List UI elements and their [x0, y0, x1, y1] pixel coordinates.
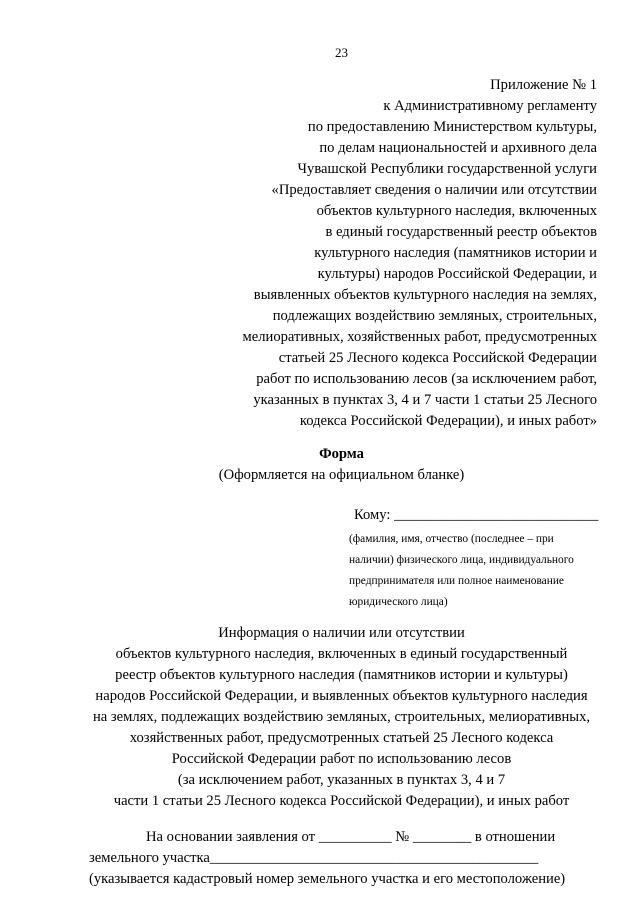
info-title-line: Российской Федерации работ по использованию лесов — [171, 751, 512, 767]
recipient-note-text: наличии) физического лица, индивидуального — [349, 554, 574, 566]
body-line: (указывается кадастровый номер земельного участка и его местоположение) — [89, 871, 566, 887]
appendix-line: статьей 25 Лесного кодекса Российской Федерации — [278, 350, 597, 366]
info-title-line: (за исключением работ, указанных в пунктах 3, 4 и 7 — [177, 772, 506, 788]
info-title-line: реестр объектов культурного наследия (памятников истории и культуры) — [115, 667, 568, 683]
recipient-note-text: предпринимателя или полное наименование — [349, 575, 564, 587]
appendix-line: кодекса Российской Федерации), и иных работ» — [299, 413, 597, 429]
appendix-line: объектов культурного наследия, включенных — [316, 203, 597, 219]
appendix-line: по делам национальностей и архивного дела — [319, 140, 597, 156]
recipient-note-line: юридического лица) — [349, 596, 448, 608]
appendix-line: культурного наследия (памятников истории и — [314, 245, 597, 261]
recipient-label: Кому: ____________________________ — [354, 507, 599, 523]
recipient-note-line — [349, 574, 596, 589]
appendix-line: к Административному регламенту — [383, 98, 597, 114]
appendix-line: Приложение № 1 — [490, 77, 597, 93]
appendix-line: по предоставлению Министерством культуры, — [307, 119, 597, 135]
info-title-line: Информация о наличии или отсутствии — [218, 625, 465, 641]
appendix-line: выявленных объектов культурного наследия на землях, — [253, 287, 597, 303]
recipient-note-line — [349, 553, 596, 568]
appendix-line: Чувашской Республики государственной услуги — [297, 161, 597, 177]
appendix-line: указанных в пунктах 3, 4 и 7 части 1 статьи 25 Лесного — [253, 392, 597, 408]
body-line: На основании заявления от __________ № ________ в отношении — [146, 829, 556, 845]
info-title-line: хозяйственных работ, предусмотренных статьей 25 Лесного кодекса — [129, 730, 554, 746]
appendix-line: в единый государственный реестр объектов — [325, 224, 597, 240]
recipient-note-text: (фамилия, имя, отчество (последнее – при — [349, 533, 554, 545]
body-line: земельного участка_____________________________________________ — [89, 850, 539, 866]
info-title-line: народов Российской Федерации, и выявленных объектов культурного наследия — [95, 688, 588, 704]
appendix-line: культуры) народов Российской Федерации, и — [317, 266, 597, 282]
appendix-line: «Предоставляет сведения о наличии или отсутствии — [271, 182, 597, 198]
info-title-line: объектов культурного наследия, включенных в единый государственный — [115, 646, 568, 662]
page-number: 23 — [335, 45, 348, 60]
info-title-line: на землях, подлежащих воздействию земляных, строительных, мелиоративных, — [92, 709, 591, 725]
appendix-line: подлежащих воздействию земляных, строительных, — [272, 308, 597, 324]
recipient-note-line — [349, 532, 596, 547]
form-subtitle: (Оформляется на официальном бланке) — [218, 467, 465, 483]
info-title-line: части 1 статьи 25 Лесного кодекса Российской Федерации), и иных работ — [113, 793, 570, 809]
appendix-line: работ по использованию лесов (за исключением работ, — [256, 371, 597, 387]
form-title: Форма — [319, 446, 364, 462]
appendix-line: мелиоративных, хозяйственных работ, предусмотренных — [242, 329, 597, 345]
